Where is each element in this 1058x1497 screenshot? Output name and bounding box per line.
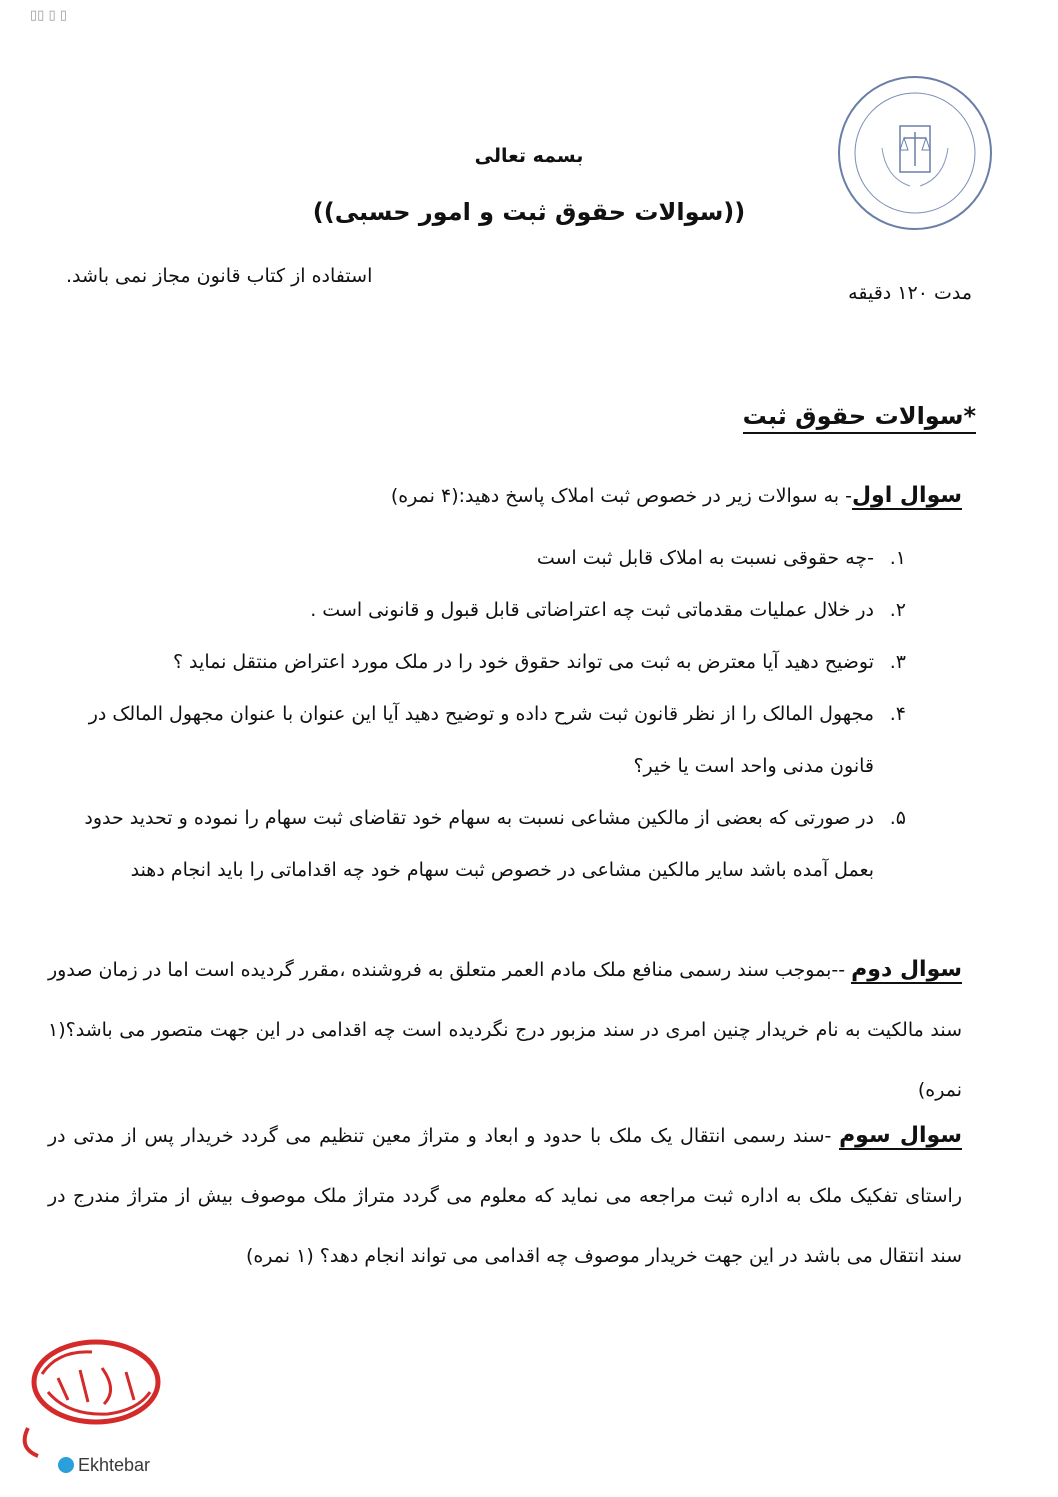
brand-label: Ekhtebar xyxy=(78,1455,151,1475)
question-2-label: سوال دوم xyxy=(851,957,963,982)
exam-duration: مدت ۱۲۰ دقیقه xyxy=(848,282,972,304)
list-item-number: ۳. xyxy=(889,651,906,673)
question-1-label: سوال اول xyxy=(851,483,962,508)
list-item xyxy=(48,636,906,688)
list-item-text: در صورتی که بعضی از مالکین مشاعی نسبت به سهام خود تقاضای ثبت سهام را نموده و تحدید حدود بعمل آمده باشد سایر مالکین مشاعی در خصوص ثبت سهام خود چه اقداماتی را باید انجام دهند xyxy=(84,807,874,881)
question-2-text: --بموجب سند رسمی منافع ملک مادم العمر متعلق به فروشنده ،مقرر گردیده است اما در زمان صدور سند مالکیت به نام خریدار چنین امری در سند مزبور درج نگردیده است چه اقدامی در این جهت متصور می باشد؟(۱ نمره) xyxy=(48,959,962,1101)
list-item-text: مجهول المالک را از نظر قانون ثبت شرح داده و توضیح دهید آیا این عنوان با عنوان مجهول المالک در قانون مدنی واحد است یا خیر؟ xyxy=(88,703,874,777)
list-item-number: ۱. xyxy=(889,547,906,569)
list-item xyxy=(48,584,906,636)
bismillah: بسمه تعالی xyxy=(474,145,584,167)
question-1-list xyxy=(48,532,906,896)
section-title: *سوالات حقوق ثبت xyxy=(743,402,976,434)
list-item xyxy=(48,792,906,896)
list-item-number: ۲. xyxy=(889,599,906,621)
list-item-text: در خلال عملیات مقدماتی ثبت چه اعتراضاتی قابل قبول و قانونی است . xyxy=(310,599,874,621)
list-item xyxy=(48,532,906,584)
list-item-text: توضیح دهید آیا معترض به ثبت می تواند حقوق خود را در ملک مورد اعتراض منتقل نماید ؟ xyxy=(172,651,874,673)
list-item xyxy=(48,688,906,792)
list-item-number: ۴. xyxy=(889,703,906,725)
question-1 xyxy=(48,466,962,526)
list-item-number: ۵. xyxy=(889,807,906,829)
question-3 xyxy=(48,1106,962,1286)
page-title: ((سوالات حقوق ثبت و امور حسبی)) xyxy=(312,198,746,226)
question-2 xyxy=(48,940,962,1120)
question-1-text: - به سوالات زیر در خصوص ثبت املاک پاسخ دهید:(۴ نمره) xyxy=(390,485,852,507)
ekhtebar-brand xyxy=(58,1455,150,1476)
scan-mark: ▯▯ ▯ ▯ xyxy=(30,8,67,23)
question-3-text: -سند رسمی انتقال یک ملک با حدود و ابعاد و متراژ معین تنظیم می گردد خریدار پس از مدتی در راستای تفکیک ملک به اداره ثبت مراجعه می نماید که معلوم می گردد متراژ ملک موصوف بیش از متراژ مندرج در سند انتقال می باشد در این جهت خریدار موصوف چه اقدامی می تواند انجام دهد؟ (۱ نمره) xyxy=(48,1125,962,1267)
exam-note: استفاده از کتاب قانون مجاز نمی باشد. xyxy=(66,265,373,287)
telegram-icon xyxy=(58,1457,74,1473)
question-3-label: سوال سوم xyxy=(839,1123,962,1148)
list-item-text: -چه حقوقی نسبت به املاک قابل ثبت است xyxy=(536,547,874,569)
